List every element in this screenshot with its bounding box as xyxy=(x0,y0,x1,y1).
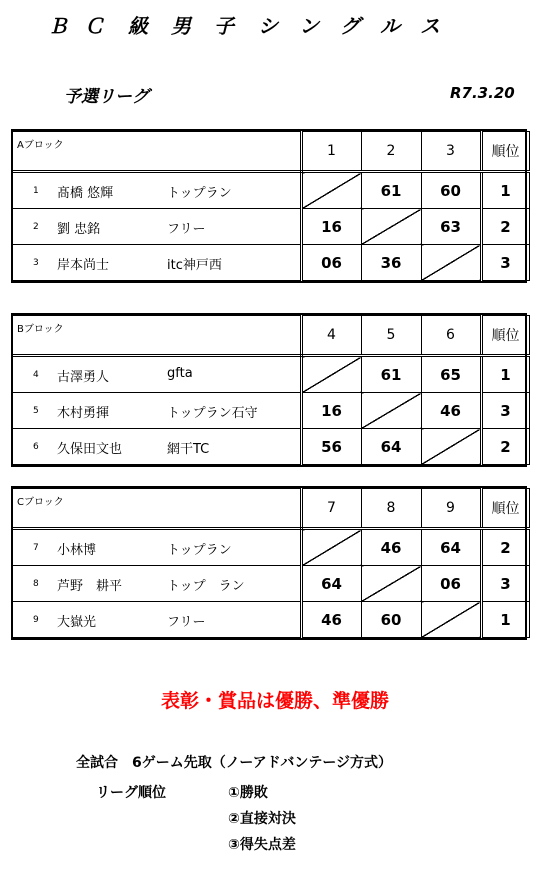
rank-header: 順位 xyxy=(481,489,529,529)
col-header: 6 xyxy=(421,316,481,356)
player-row xyxy=(13,566,529,602)
col-header: 4 xyxy=(301,316,361,356)
rank-header: 順位 xyxy=(481,316,529,356)
rank-cell: 2 xyxy=(481,209,529,245)
player-number: 9 xyxy=(33,615,39,625)
player-row xyxy=(13,393,529,429)
rank-header: 順位 xyxy=(481,132,529,172)
col-header: 8 xyxy=(361,489,421,529)
score-cell: 64 xyxy=(361,429,421,465)
player-name: 大嶽光 xyxy=(57,615,97,630)
rank-cell: 2 xyxy=(481,429,529,465)
block-b-table xyxy=(11,313,527,467)
title-char: グ xyxy=(340,14,360,38)
player-row xyxy=(13,602,529,638)
diagonal-cell xyxy=(421,602,481,638)
score-cell: 46 xyxy=(361,529,421,566)
player-row xyxy=(13,172,529,209)
player-club: トップラン石守 xyxy=(167,406,258,421)
player-row xyxy=(13,209,529,245)
score-cell: 16 xyxy=(301,393,361,429)
title-char: 級 xyxy=(128,14,148,38)
title-char: Ｃ xyxy=(84,14,104,38)
rank-cell: 3 xyxy=(481,566,529,602)
rank-cell: 1 xyxy=(481,602,529,638)
player-name: 木村勇揮 xyxy=(57,406,110,421)
score-cell: 61 xyxy=(361,356,421,393)
score-cell: 06 xyxy=(301,245,361,281)
block-label: Aブロック xyxy=(13,132,301,172)
diagonal-cell xyxy=(361,393,421,429)
col-header: 1 xyxy=(301,132,361,172)
player-club: gfta xyxy=(167,366,193,381)
score-cell: 16 xyxy=(301,209,361,245)
diagonal-cell xyxy=(421,429,481,465)
score-cell: 60 xyxy=(421,172,481,209)
match-format: 全試合 6ゲーム先取（ノーアドバンテージ方式） xyxy=(76,755,393,771)
block-c-table xyxy=(11,486,527,640)
score-cell: 60 xyxy=(361,602,421,638)
diagonal-cell xyxy=(301,172,361,209)
award-notice: 表彰・賞品は優勝、準優勝 xyxy=(160,690,389,712)
score-cell: 56 xyxy=(301,429,361,465)
criteria-item: ③得失点差 xyxy=(228,837,296,853)
league-rank-label: リーグ順位 xyxy=(96,785,166,801)
diagonal-cell xyxy=(301,529,361,566)
player-club: トップラン xyxy=(167,543,232,558)
page-title xyxy=(0,10,550,40)
score-cell: 61 xyxy=(361,172,421,209)
title-char: シ xyxy=(258,14,278,38)
title-char: ル xyxy=(380,14,400,38)
col-header: 2 xyxy=(361,132,421,172)
player-club: 網干TC xyxy=(167,442,210,457)
score-cell: 46 xyxy=(421,393,481,429)
player-row xyxy=(13,429,529,465)
date: R7.3.20 xyxy=(450,84,515,102)
player-number: 7 xyxy=(33,543,39,553)
block-label: Cブロック xyxy=(13,489,301,529)
title-char: 男 xyxy=(171,14,191,38)
player-club: トップラン xyxy=(167,186,232,201)
player-number: 1 xyxy=(33,186,39,196)
player-number: 5 xyxy=(33,406,39,416)
player-row xyxy=(13,245,529,281)
player-name: 岸本尚士 xyxy=(57,258,110,273)
criteria-item: ②直接対決 xyxy=(228,811,296,827)
player-name: 劉 忠銘 xyxy=(57,222,101,237)
player-number: 3 xyxy=(33,258,39,268)
subtitle: 予選リーグ xyxy=(64,87,149,107)
criteria-item: ①勝敗 xyxy=(228,785,268,801)
title-char: ス xyxy=(420,14,440,38)
block-a-table xyxy=(11,129,527,283)
player-row xyxy=(13,356,529,393)
block-label: Bブロック xyxy=(13,316,301,356)
score-cell: 64 xyxy=(301,566,361,602)
rank-cell: 2 xyxy=(481,529,529,566)
player-club: フリー xyxy=(167,615,206,630)
player-name: 久保田文也 xyxy=(57,442,123,457)
col-header: 5 xyxy=(361,316,421,356)
col-header: 7 xyxy=(301,489,361,529)
score-cell: 64 xyxy=(421,529,481,566)
player-number: 2 xyxy=(33,222,39,232)
player-number: 4 xyxy=(33,370,39,380)
rank-cell: 3 xyxy=(481,393,529,429)
player-club: itc神戸西 xyxy=(167,258,222,273)
player-row xyxy=(13,529,529,566)
title-char: Ｂ xyxy=(48,14,68,38)
player-name: 小林博 xyxy=(57,543,97,558)
diagonal-cell xyxy=(361,209,421,245)
rank-cell: 1 xyxy=(481,172,529,209)
player-name: 古澤勇人 xyxy=(57,370,110,385)
col-header: 3 xyxy=(421,132,481,172)
player-club: トップ ラン xyxy=(167,579,245,594)
player-club: フリー xyxy=(167,222,206,237)
player-name: 芦野 耕平 xyxy=(57,579,123,594)
rank-cell: 3 xyxy=(481,245,529,281)
score-cell: 46 xyxy=(301,602,361,638)
score-cell: 63 xyxy=(421,209,481,245)
score-cell: 06 xyxy=(421,566,481,602)
title-char: ン xyxy=(299,14,319,38)
player-number: 6 xyxy=(33,442,39,452)
score-cell: 65 xyxy=(421,356,481,393)
score-cell: 36 xyxy=(361,245,421,281)
player-name: 髙橋 悠輝 xyxy=(57,186,114,201)
rank-cell: 1 xyxy=(481,356,529,393)
title-char: 子 xyxy=(214,14,234,38)
diagonal-cell xyxy=(301,356,361,393)
diagonal-cell xyxy=(361,566,421,602)
player-number: 8 xyxy=(33,579,39,589)
diagonal-cell xyxy=(421,245,481,281)
col-header: 9 xyxy=(421,489,481,529)
